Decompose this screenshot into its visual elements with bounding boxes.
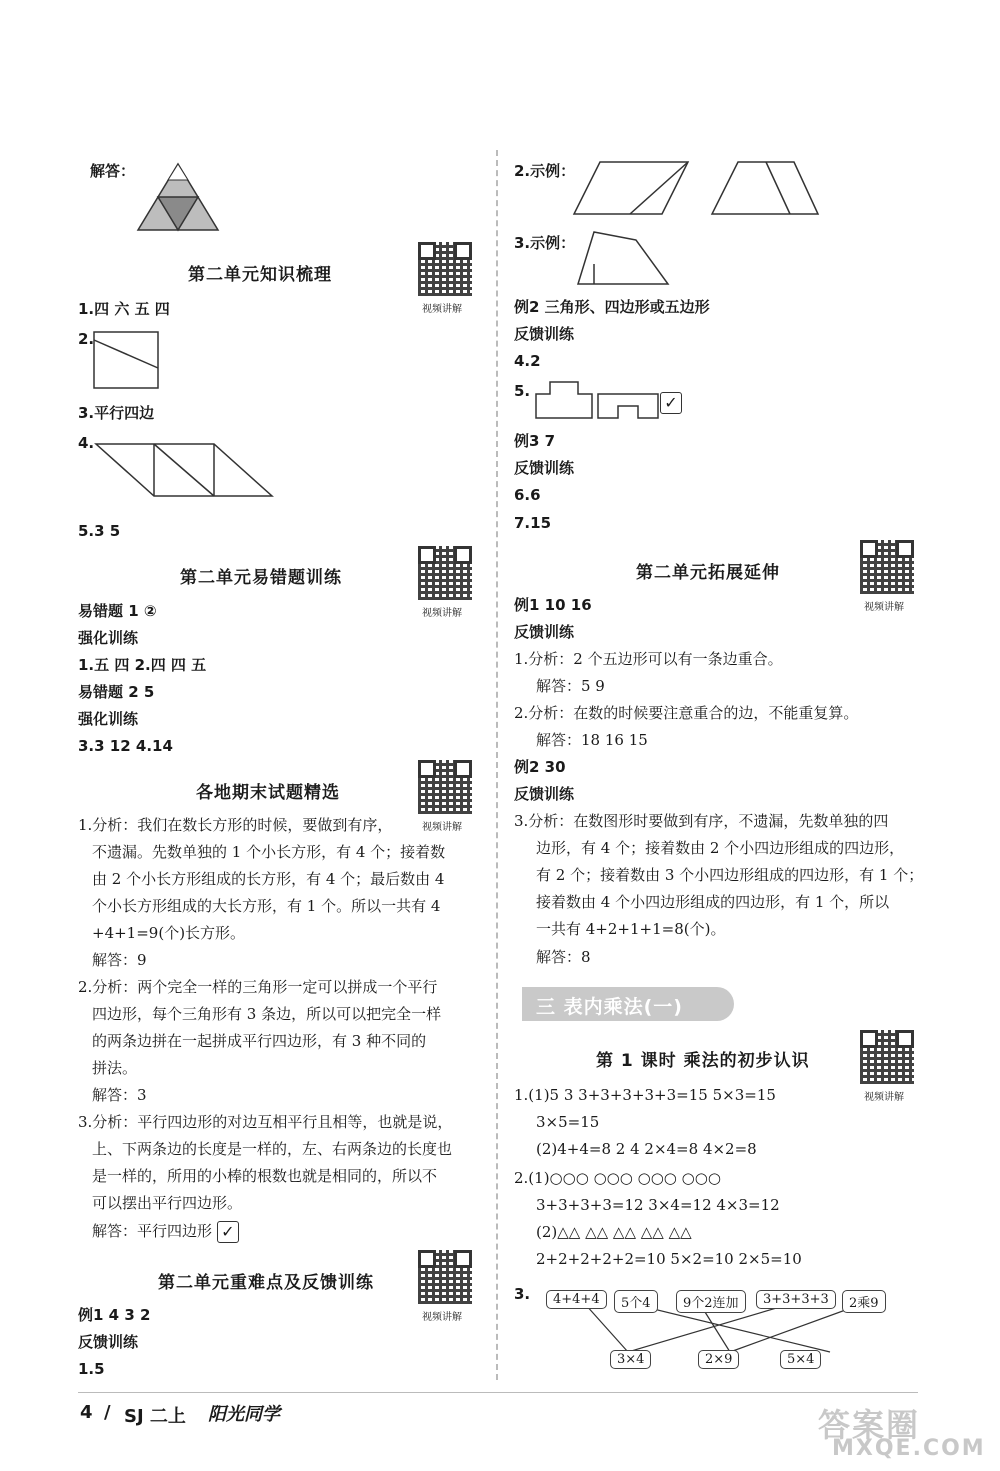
match-top-3: 9个2连加: [676, 1290, 746, 1313]
exam-q2-line4: 拼法。: [92, 1059, 138, 1077]
key-example-1: 例1 4 3 2: [78, 1306, 151, 1324]
mult-q2-line3: (2)△△ △△ △△ △△ △△: [536, 1223, 692, 1241]
exam-q3-line3: 是一样的，所用的小棒的根数也就是相同的，所以不: [92, 1167, 438, 1185]
qr-code-3[interactable]: [418, 760, 472, 814]
shape-check-icon: ✓: [660, 392, 682, 414]
exam-q1-line1: 1.分析：我们在数长方形的时候，要做到有序，: [78, 816, 393, 834]
mult-q2-line4: 2+2+2+2+2=10 5×2=10 2×5=10: [536, 1250, 802, 1268]
example-2-figure-b: [710, 158, 822, 218]
exam-q1-line2: 不遗漏。先数单独的 1 个小长方形，有 4 个；接着数: [92, 843, 446, 861]
mult-q1-line3: (2)4+4=8 2 4 2×4=8 4×2=8: [536, 1140, 757, 1158]
qr-label-3: 视频讲解: [422, 822, 462, 833]
exam-q1-line5: +4+1=9(个)长方形。: [92, 924, 246, 942]
ext-a1: 解答：5 9: [536, 677, 605, 695]
right-answer-4: 4.2: [514, 352, 541, 370]
ext-q3-line4: 接着数由 4 个小四边形组成的四边形，有 1 个，所以: [536, 893, 890, 911]
ext-example-1: 例1 10 16: [514, 596, 592, 614]
right-answer-5-label: 5.: [514, 382, 531, 400]
right-training-2: 反馈训练: [514, 459, 575, 477]
exam-q3-line1: 3.分析：平行四边形的对边互相平行且相等，也就是说，: [78, 1113, 453, 1131]
mult-q1-line1: 1.(1)5 3 3+3+3+3+3=15 5×3=15: [514, 1086, 776, 1104]
footer-slash: /: [104, 1402, 111, 1423]
lesson-title: 第 1 课时 乘法的初步认识: [596, 1051, 810, 1071]
exam-q2-line3: 的两条边拼在一起拼成平行四边形，有 3 种不同的: [92, 1032, 427, 1050]
watermark-logo: 答案圈: [818, 1406, 921, 1444]
unit-banner-title: 三 表内乘法(一): [536, 996, 683, 1018]
key-training: 反馈训练: [78, 1333, 139, 1351]
section-title-mistakes: 第二单元易错题训练: [180, 568, 342, 588]
exam-q2-line1: 2.分析：两个完全一样的三角形一定可以拼成一个平行: [78, 978, 438, 996]
qr-label-4: 视频讲解: [422, 1312, 462, 1323]
section-title-knowledge: 第二单元知识梳理: [188, 265, 332, 285]
parallelogram-figure: [94, 440, 276, 500]
exam-q1-line3: 由 2 个小长方形组成的长方形，有 4 个；最后数由 4: [92, 870, 445, 888]
mult-q2-line1: 2.(1)○○○ ○○○ ○○○ ○○○: [514, 1169, 721, 1187]
section-title-extension: 第二单元拓展延伸: [636, 563, 780, 583]
ext-training-2: 反馈训练: [514, 785, 575, 803]
example-2-label: 2.示例：: [514, 162, 576, 180]
mult-q1-line2: 3×5=15: [536, 1113, 600, 1131]
match-bottom-3: 5×4: [780, 1350, 821, 1369]
match-top-4: 3+3+3+3: [756, 1290, 836, 1309]
mistake-1: 易错题 1 ②: [78, 602, 157, 620]
answer-label: 解答：: [90, 162, 136, 180]
qr-label-6: 视频讲解: [864, 1092, 904, 1103]
ext-training-1: 反馈训练: [514, 623, 575, 641]
check-icon: ✓: [217, 1221, 239, 1243]
exam-a1: 解答：9: [92, 951, 147, 969]
ext-q3-line1: 3.分析：在数图形时要做到有序，不遗漏，先数单独的四: [514, 812, 889, 830]
match-top-2: 5个4: [614, 1290, 658, 1313]
exam-q2-line2: 四边形，每个三角形有 3 条边，所以可以把完全一样: [92, 1005, 442, 1023]
key-answer-1: 1.5: [78, 1360, 105, 1378]
exam-a3-text: 解答：平行四边形: [92, 1222, 213, 1240]
qr-label-5: 视频讲解: [864, 602, 904, 613]
page-number: 4: [80, 1402, 93, 1423]
ext-q3-line2: 边形，有 4 个；接着数由 2 个小四边形组成的四边形，: [536, 839, 905, 857]
ext-q1: 1.分析：2 个五边形可以有一条边重合。: [514, 650, 783, 668]
exam-q1-line4: 个小长方形组成的大长方形，有 1 个。所以一共有 4: [92, 897, 441, 915]
knowledge-item-2: 2.: [78, 330, 95, 348]
exam-q3-line2: 上、下两条边的长度是一样的，左、右两条边的长度也: [92, 1140, 453, 1158]
match-bottom-1: 3×4: [610, 1350, 651, 1369]
match-bottom-2: 2×9: [698, 1350, 739, 1369]
shape-figures: [534, 378, 664, 422]
brand-logo: 阳光同学: [208, 1404, 280, 1425]
exam-a2: 解答：3: [92, 1086, 147, 1104]
ext-q2: 2.分析：在数的时候要注意重合的边，不能重复算。: [514, 704, 859, 722]
example-3-label: 3.示例：: [514, 234, 576, 252]
knowledge-item-3: 3.平行四边: [78, 404, 155, 422]
ext-example-2: 例2 30: [514, 758, 566, 776]
triangle-figure: [136, 160, 220, 232]
right-answer-6: 6.6: [514, 486, 541, 504]
qr-label-1: 视频讲解: [422, 304, 462, 315]
knowledge-item-4: 4.: [78, 434, 95, 452]
mult-q3-label: 3.: [514, 1285, 531, 1303]
footer-rule: [78, 1392, 918, 1393]
qr-code-5[interactable]: [860, 540, 914, 594]
watermark-site: MXQE.COM: [832, 1436, 986, 1461]
right-answer-7: 7.15: [514, 514, 552, 532]
mistake-answers-2: 3.3 12 4.14: [78, 737, 173, 755]
example-2-figure-a: [572, 158, 692, 218]
right-training-1: 反馈训练: [514, 325, 575, 343]
mistake-training-2: 强化训练: [78, 710, 139, 728]
ext-q3-line3: 有 2 个；接着数由 3 个小四边形组成的四边形，有 1 个；: [536, 866, 924, 884]
square-figure: [92, 330, 162, 392]
mult-q2-line2: 3+3+3+3=12 3×4=12 4×3=12: [536, 1196, 780, 1214]
column-divider: [496, 150, 498, 1380]
right-example-3: 例3 7: [514, 432, 556, 450]
example-3-figure: [574, 228, 672, 290]
section-title-exam: 各地期末试题精选: [196, 783, 340, 803]
right-example-2: 例2 三角形、四边形或五边形: [514, 298, 710, 316]
knowledge-item-1: 1.四 六 五 四: [78, 300, 170, 318]
qr-code-6[interactable]: [860, 1030, 914, 1084]
mistake-2: 易错题 2 5: [78, 683, 155, 701]
mistake-training-1: 强化训练: [78, 629, 139, 647]
qr-code-4[interactable]: [418, 1250, 472, 1304]
section-title-key-points: 第二单元重难点及反馈训练: [158, 1273, 374, 1293]
match-top-5: 2乘9: [842, 1290, 886, 1313]
qr-label-2: 视频讲解: [422, 608, 462, 619]
ext-a3: 解答：8: [536, 948, 591, 966]
knowledge-item-5: 5.3 5: [78, 522, 121, 540]
mistake-answers-1: 1.五 四 2.四 四 五: [78, 656, 207, 674]
book-code: SJ 二上: [124, 1406, 186, 1427]
qr-code-2[interactable]: [418, 546, 472, 600]
match-top-1: 4+4+4: [546, 1290, 607, 1309]
ext-q3-line5: 一共有 4+2+1+1=8(个)。: [536, 920, 726, 938]
exam-a3: [92, 1220, 239, 1243]
ext-a2: 解答：18 16 15: [536, 731, 648, 749]
qr-code-1[interactable]: [418, 242, 472, 296]
exam-q3-line4: 可以摆出平行四边形。: [92, 1194, 243, 1212]
